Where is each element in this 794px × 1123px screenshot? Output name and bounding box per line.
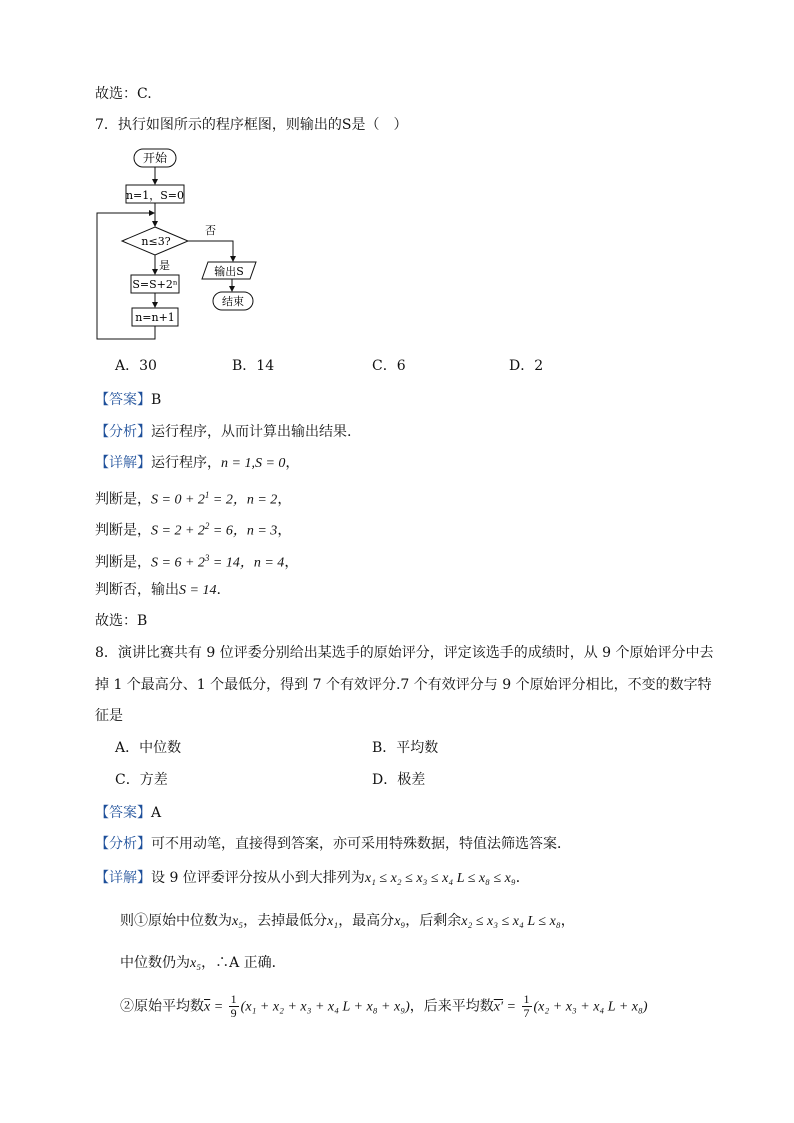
flowchart (90, 143, 270, 343)
flow-init-label: n=1，S=0 (125, 189, 185, 202)
detail-math: n = 1,S = 0 (221, 456, 286, 471)
flow-no-label: 否 (205, 224, 216, 237)
q7-option-b: B．14 (232, 358, 275, 374)
p3-eq: = (210, 999, 227, 1015)
p3-sum2: (x₂ + x₃ + x₄ L + x₈) (533, 999, 648, 1015)
flow-decision-label: n≤3? (141, 235, 171, 248)
new-mean-symbol: x′ (493, 999, 504, 1015)
p1-math-f: x₉ (394, 914, 406, 929)
analysis-tag: 【分析】 (95, 424, 151, 440)
flow-end-label: 结束 (222, 295, 244, 308)
p1-text-a: 则①原始中位数为 (120, 913, 232, 929)
q8-detail (95, 868, 530, 889)
q7-answer (95, 390, 161, 410)
q8-answer (95, 803, 161, 823)
flow-update-n-label: n=n+1 (135, 311, 175, 324)
q7-option-a: A．30 (115, 358, 157, 374)
step-expr: S = 6 + 2 (151, 555, 205, 571)
flow-yes-label: 是 (159, 259, 170, 272)
flow-start-label: 开始 (142, 151, 168, 165)
q8-point-1 (120, 911, 575, 932)
step-suffix: ， (277, 522, 292, 539)
step-expr: S = 2 + 2 (151, 523, 205, 539)
analysis-text: 可不用动笔，直接得到答案，亦可采用特殊数据，特值法筛选答案． (151, 836, 571, 852)
step-mid: = 2， (209, 492, 247, 508)
q8-option-b: B．平均数 (372, 740, 439, 756)
answer-tag: 【答案】 (95, 805, 151, 821)
step-mid: = 14， (209, 555, 254, 571)
frac-den: 7 (523, 1006, 530, 1020)
mean-symbol: $\overline{x}$ (204, 999, 211, 1015)
q7-step-1 (95, 485, 291, 511)
q7-option-d: D．2 (509, 358, 544, 374)
q8-point-2 (120, 993, 648, 1020)
step-exp: 1 (204, 490, 210, 500)
step-prefix: 判断是， (95, 522, 151, 539)
question-8-stem-line-1: 8．演讲比赛共有 9 位评委分别给出某选手的原始评分，评定该选手的成绩时，从 9 个原始评分中去 (95, 645, 714, 661)
detail-tag: 【详解】 (95, 870, 151, 886)
detail-tag: 【详解】 (95, 455, 151, 471)
detail-text: 设 9 位评委评分按从小到大排列为 (151, 870, 365, 886)
question-8-stem-line-2: 掉 1 个最高分、1 个最低分，得到 7 个有效评分.7 个有效评分与 9 个原始评分相比，不变的数字特 (95, 677, 712, 693)
p3-eq2: = (503, 999, 520, 1015)
q7-detail (95, 453, 299, 474)
question-8-stem-line-3: 征是 (95, 708, 123, 724)
step-mid: = 6， (209, 523, 247, 539)
q7-step-final (95, 580, 221, 601)
p1-text-g: ，后剩余 (405, 913, 462, 929)
detail-end: ． (515, 870, 530, 886)
p1-math-b: x₅ (232, 914, 244, 929)
answer-value: B (151, 392, 162, 408)
q7-step-3 (95, 548, 298, 574)
answer-tag: 【答案】 (95, 392, 151, 408)
q7-analysis (95, 422, 351, 442)
flow-update-s-label: S=S+2ⁿ (132, 278, 178, 291)
p2-text-c: ，∴A 正确． (201, 955, 286, 971)
step-suffix: ， (284, 554, 299, 571)
step-suffix: ， (277, 491, 292, 508)
q8-option-c: C．方差 (115, 772, 168, 788)
q8-median-conclusion (120, 953, 286, 974)
analysis-text: 运行程序，从而计算出输出结果. (151, 424, 352, 440)
frac-num: 1 (523, 992, 530, 1006)
step-n: n = 3 (246, 523, 278, 539)
p2-math-b: x₅ (190, 956, 202, 971)
step-expr: S = 0 + 2 (151, 492, 205, 508)
step-exp: 3 (204, 553, 210, 563)
p3-text-a: ②原始平均数 (120, 998, 204, 1015)
p1-math-h: x₂ ≤ x₃ ≤ x₄ L ≤ x₈ (461, 914, 561, 929)
q7-option-c: C．6 (372, 358, 406, 374)
flow-output-label: 输出S (214, 265, 244, 278)
p1-text-c: ，去掉最低分 (243, 913, 328, 929)
p2-text-a: 中位数仍为 (120, 955, 190, 971)
frac-num: 1 (230, 992, 237, 1006)
p1-math-d: x₁ (327, 914, 339, 929)
p3-text-b: ，后来平均数 (409, 998, 494, 1015)
final-step-text: 判断否，输出 (95, 582, 179, 598)
p1-text-e: ，最高分 (338, 913, 395, 929)
prev-answer-conclusion: 故选：C. (95, 86, 152, 102)
p3-sum: (x₁ + x₂ + x₃ + x₄ L + x₈ + x₉) (240, 999, 410, 1015)
final-step-math: S = 14 (179, 583, 217, 598)
analysis-tag: 【分析】 (95, 836, 151, 852)
p1-text-i: ， (560, 913, 575, 929)
detail-math: x₁ ≤ x₂ ≤ x₃ ≤ x₄ L ≤ x₈ ≤ x₉ (364, 871, 516, 886)
step-prefix: 判断是， (95, 491, 151, 508)
step-prefix: 判断是， (95, 554, 151, 571)
final-step-end: . (216, 582, 221, 598)
step-exp: 2 (204, 521, 210, 531)
step-n: n = 2 (246, 492, 278, 508)
q7-choice: 故选：B (95, 613, 148, 629)
question-7-stem: 7．执行如图所示的程序框图，则输出的S是（ ） (95, 117, 408, 133)
q8-option-d: D．极差 (372, 772, 426, 788)
fraction-one-ninth (229, 993, 239, 1020)
detail-text: 运行程序， (151, 455, 221, 471)
fraction-one-seventh (522, 993, 532, 1020)
q7-step-2 (95, 516, 291, 542)
q8-option-a: A．中位数 (115, 740, 182, 756)
detail-end: ， (285, 455, 300, 471)
step-n: n = 4 (253, 555, 285, 571)
answer-value: A (151, 805, 162, 821)
q8-analysis (95, 834, 571, 854)
frac-den: 9 (230, 1006, 237, 1020)
